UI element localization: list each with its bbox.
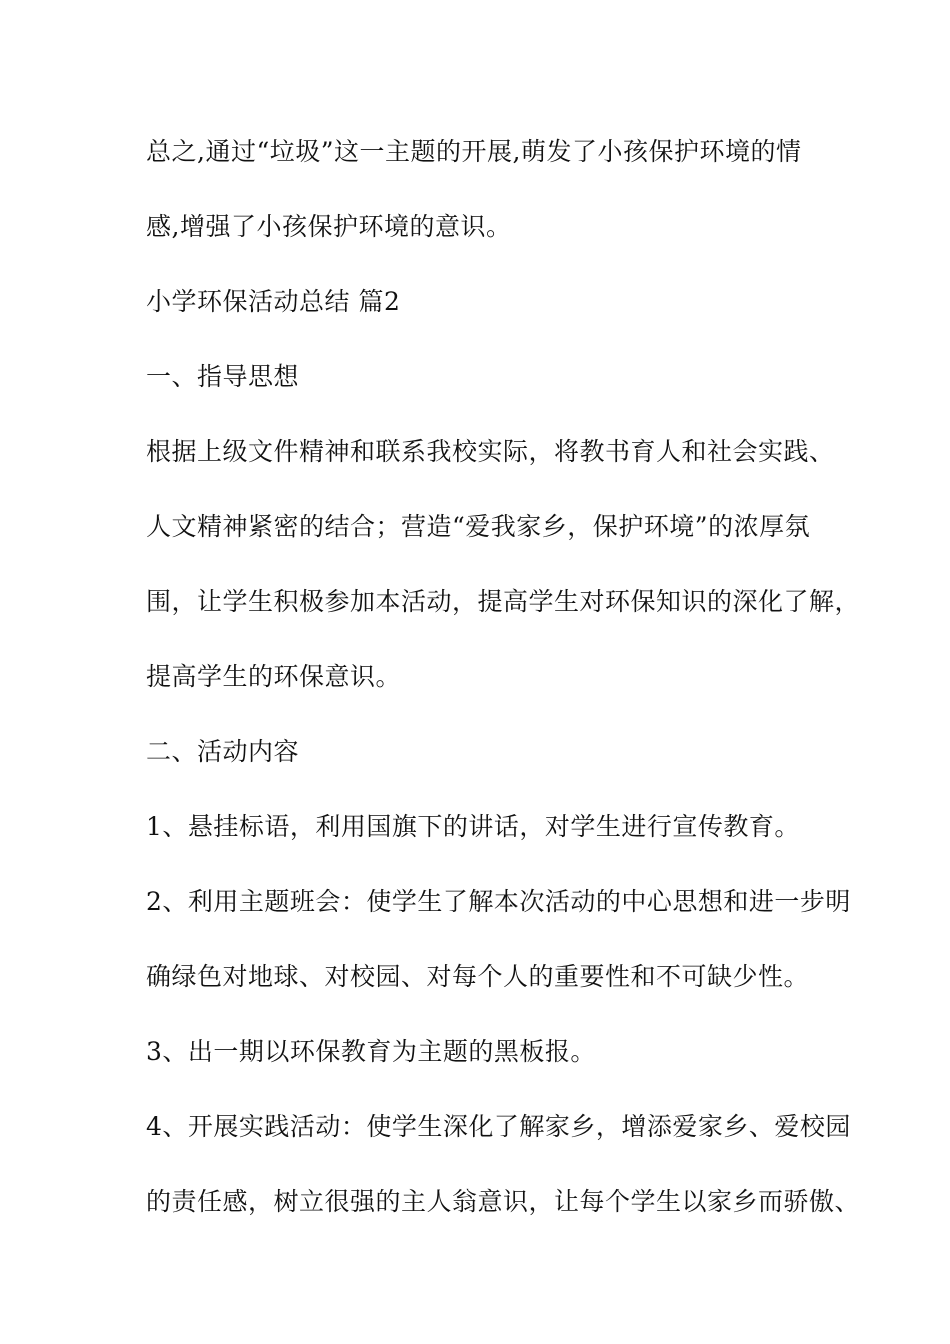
- section-title: 小学环保活动总结 篇2: [146, 287, 401, 316]
- paragraph-line: 根据上级文件精神和联系我校实际，将教书育人和社会实践、: [146, 437, 835, 466]
- list-item: 1、悬挂标语，利用国旗下的讲话，对学生进行宣传教育。: [146, 812, 800, 841]
- paragraph-line: 提高学生的环保意识。: [146, 662, 402, 691]
- paragraph-line: 感,增强了小孩保护环境的意识。: [146, 212, 512, 241]
- paragraph-line: 人文精神紧密的结合；营造“爱我家乡，保护环境”的浓厚氛: [146, 512, 811, 541]
- list-item: 4、开展实践活动：使学生深化了解家乡，增添爱家乡、爱校园: [146, 1112, 851, 1141]
- list-item: 3、出一期以环保教育为主题的黑板报。: [146, 1037, 596, 1066]
- paragraph-line: 围，让学生积极参加本活动，提高学生对环保知识的深化了解，: [146, 587, 861, 616]
- paragraph-line: 总之,通过“垃圾”这一主题的开展,萌发了小孩保护环境的情: [146, 137, 802, 166]
- list-item-continuation: 确绿色对地球、对校园、对每个人的重要性和不可缺少性。: [146, 962, 810, 991]
- section-heading: 二、活动内容: [146, 737, 300, 766]
- section-heading: 一、指导思想: [146, 362, 300, 391]
- list-item-continuation: 的责任感，树立很强的主人翁意识，让每个学生以家乡而骄傲、: [146, 1187, 861, 1216]
- list-item: 2、利用主题班会：使学生了解本次活动的中心思想和进一步明: [146, 887, 851, 916]
